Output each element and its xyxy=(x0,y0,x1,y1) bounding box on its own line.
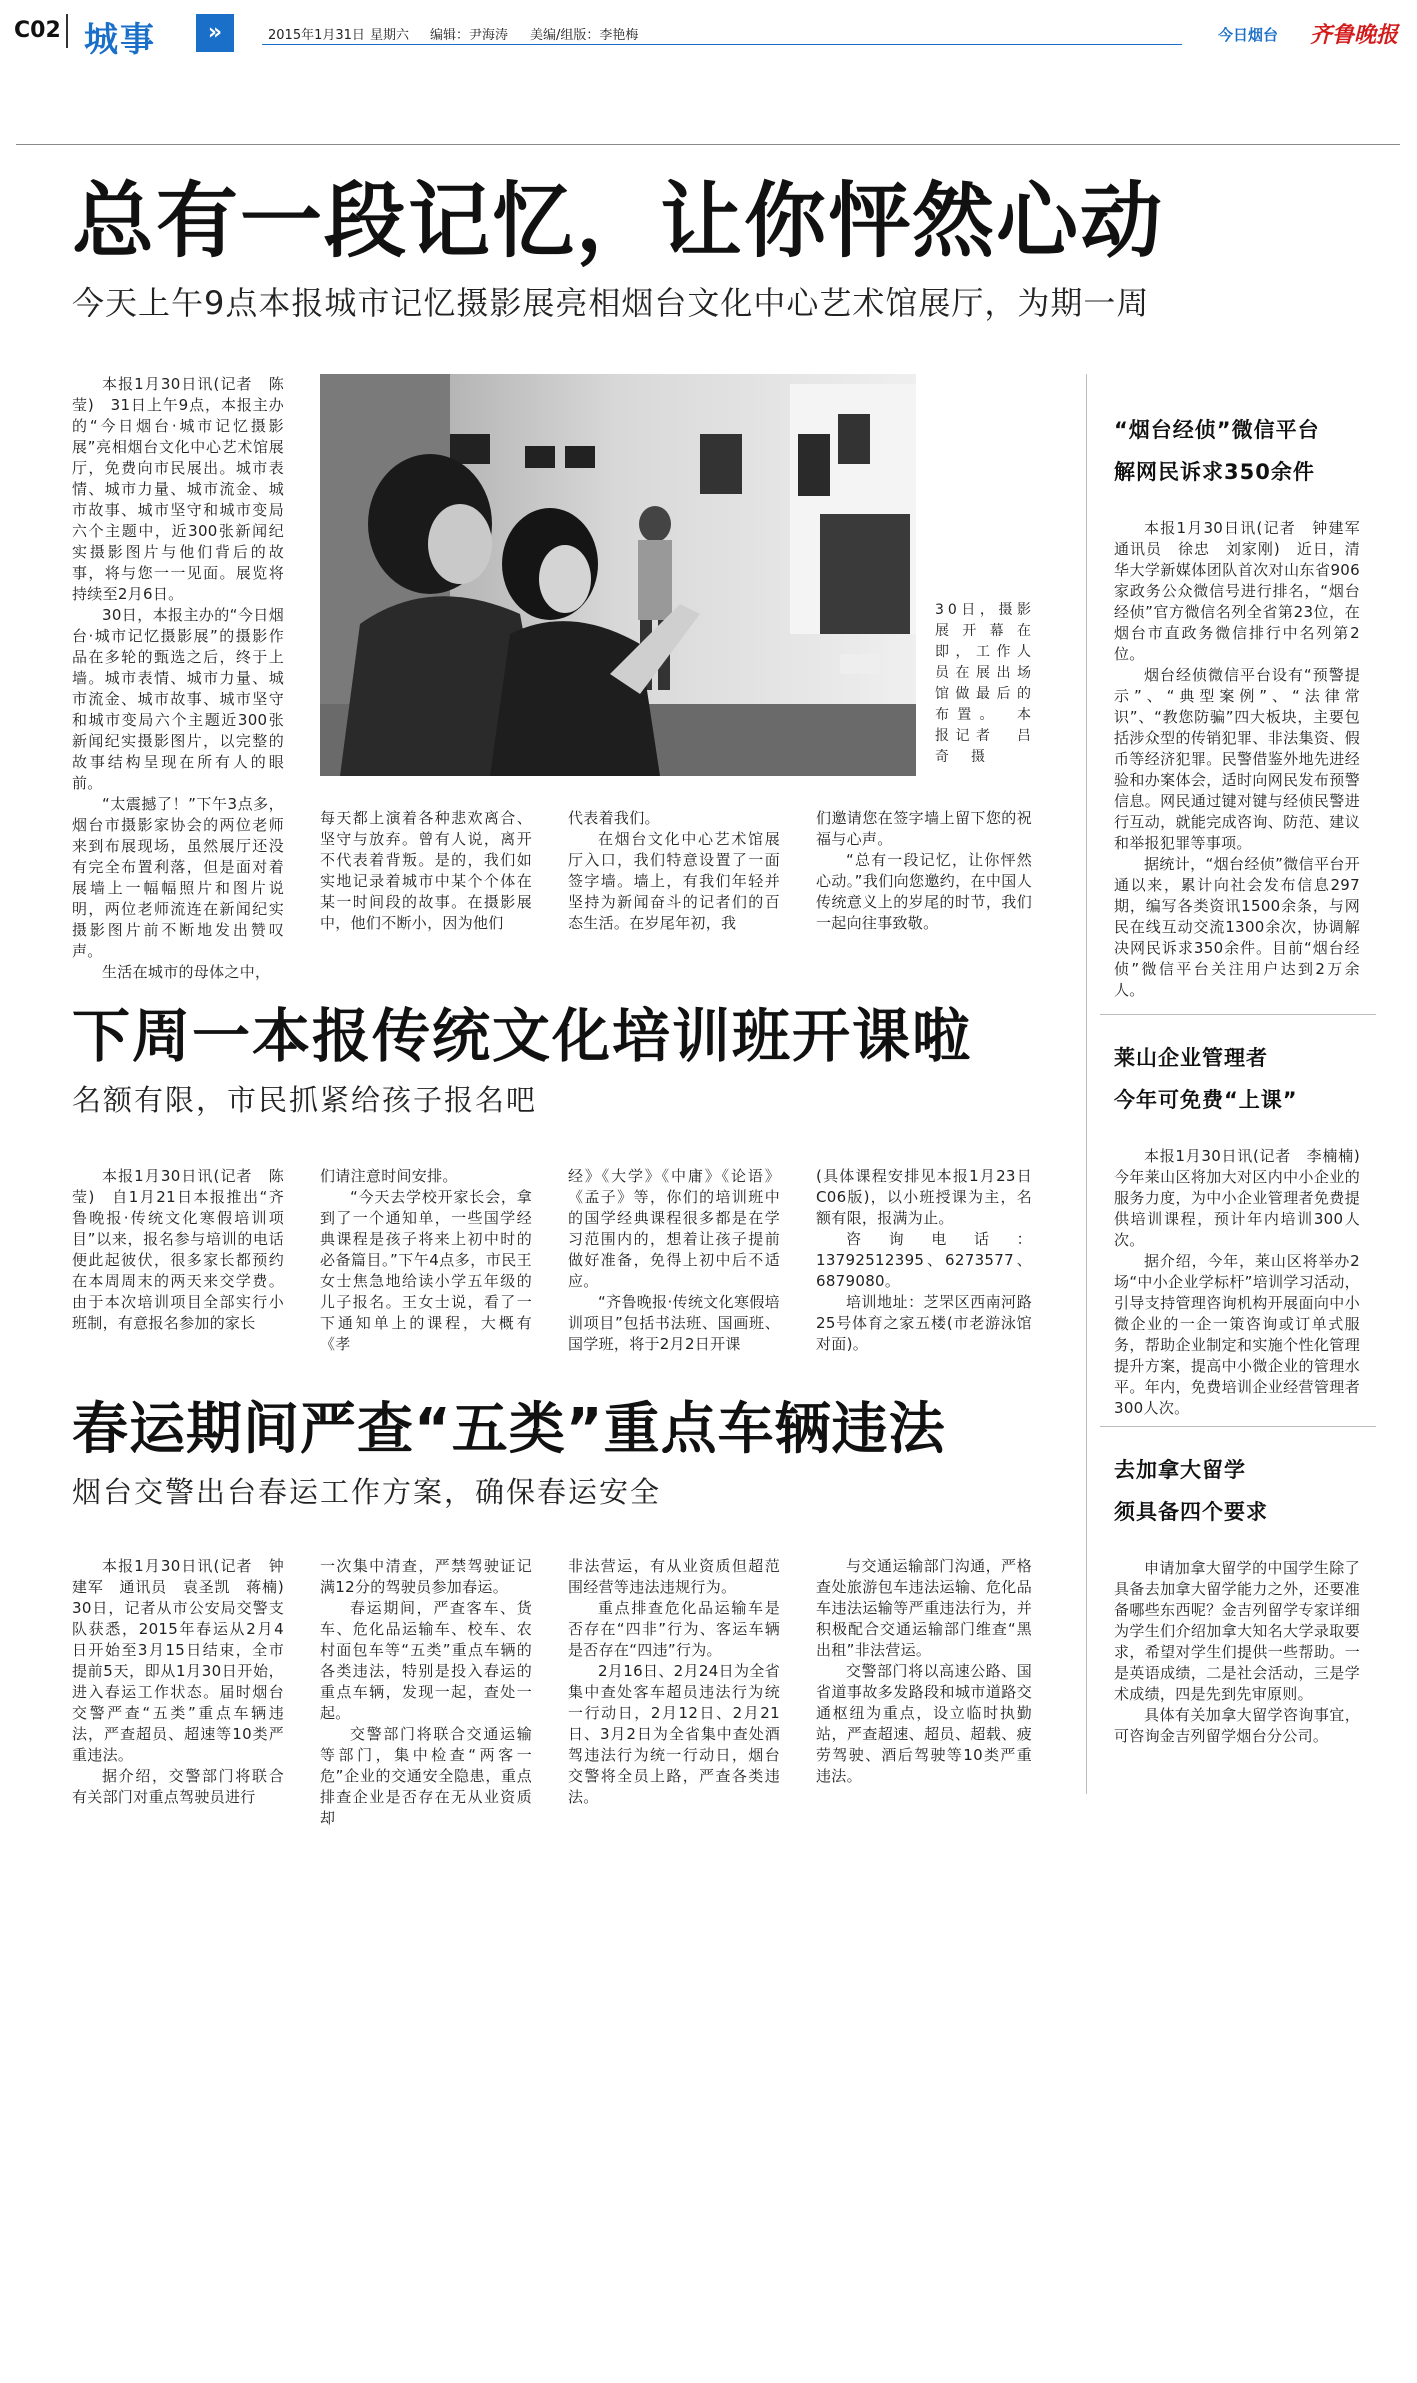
story3-column-4 xyxy=(816,1556,1032,1792)
story3-headline: 春运期间严查“五类”重点车辆违法 xyxy=(72,1397,946,1462)
story2-column-4 xyxy=(816,1166,1032,1353)
story1-column-3 xyxy=(568,808,780,952)
paragraph: 据介绍，交警部门将联合有关部门对重点驾驶员进行 xyxy=(72,1767,284,1806)
paragraph: (具体课程安排见本报1月23日C06版)，以小班授课为主，名额有限，报满为止。 xyxy=(816,1167,1032,1227)
side3-title-line1: 去加拿大留学 xyxy=(1114,1458,1246,1482)
paragraph: 烟台经侦微信平台设有“预警提示”、“典型案例”、“法律常识”、“教您防骗”四大板块，主要包括涉众型的传销犯罪、非法集资、假币等经济犯罪。民警借鉴外地先进经验和办案体会，适时向网民发布预警信息。网民通过键对键与经侦民警进行互动，就能完成咨询、防范、建议和举报犯罪等事项。 xyxy=(1114,666,1360,852)
paragraph: “太震撼了！”下午3点多，烟台市摄影家协会的两位老师来到布展现场，虽然展厅还没有完全布置利落，但是面对着展墙上一幅幅照片和图片说明，两位老师流连在新闻纪实摄影图片前不断地发出赞叹声。 xyxy=(72,795,284,960)
story2-subhead: 名额有限，市民抓紧给孩子报名吧 xyxy=(72,1083,538,1117)
paragraph: 每天都上演着各种悲欢离合、坚守与放弃。曾有人说，离开不代表着背叛。是的，我们如实地记录着城市中某个个体在某一时间段的故事。在摄影展中，他们不断小，因为他们 xyxy=(320,809,532,932)
side3-title-line2: 须具备四个要求 xyxy=(1114,1500,1268,1524)
paragraph: 培训地址：芝罘区西南河路25号体育之家五楼(市老游泳馆对面)。 xyxy=(816,1293,1032,1353)
paragraph: 据介绍，今年，莱山区将举办2场“中小企业学标杆”培训学习活动，引导支持管理咨询机构开展面向中小微企业的一企一策咨询或订单式服务，帮助企业制定和实施个性化管理提升方案，提高中小微企业的管理水平。年内，免费培训企业经营管理者300人次。 xyxy=(1114,1252,1360,1417)
story1-subhead: 今天上午9点本报城市记忆摄影展亮相烟台文化中心艺术馆展厅，为期一周 xyxy=(72,284,1150,322)
paragraph: 们请注意时间安排。 xyxy=(320,1167,458,1185)
paragraph: 具体有关加拿大留学咨询事宜，可咨询金吉列留学烟台分公司。 xyxy=(1114,1706,1360,1745)
photo-caption: 30日，摄影展开幕在即，工作人员在展出场馆做最后的布置。 本报记者 吕奇 摄 xyxy=(935,602,1035,765)
paragraph: 申请加拿大留学的中国学生除了具备去加拿大留学能力之外，还要准备哪些东西呢？金吉列留学专家详细为学生们介绍加拿大知名大学录取要求，希望对学生们提供一些帮助。一是英语成绩，二是社会活动，三是学术成绩，四是先到先审原则。 xyxy=(1114,1559,1360,1703)
newspaper-logo: 齐鲁晚报 xyxy=(1310,22,1399,48)
paragraph: 本报1月30日讯(记者 钟建军 通讯员 袁圣凯 蒋楠) 30日，记者从市公安局交警支队获悉，2015年春运从2月4日开始至3月15日结束，全市提前5天，即从1月30日开始，进入春运工作状态。届时烟台交警严查“五类”重点车辆违法，严查超员、超速等10类严重违法。 xyxy=(72,1557,300,1764)
masthead-weekday: 星期六 xyxy=(370,28,410,43)
paragraph: 据统计，“烟台经侦”微信平台开通以来，累计向社会发布信息297期，编写各类资讯1500余条，与网民在线互动交流1300余次，协调解决网民诉求350余件。目前“烟台经侦”微信平台关注用户达到2万余人。 xyxy=(1114,855,1360,999)
paragraph: 代表着我们。 xyxy=(568,809,660,827)
side2-title-line1: 莱山企业管理者 xyxy=(1114,1046,1268,1070)
paragraph: 们邀请您在签字墙上留下您的祝福与心声。 xyxy=(816,809,1032,848)
paragraph: 本报1月30日讯(记者 钟建军 通讯员 徐忠 刘家刚) 近日，清华大学新媒体团队首次对山东省906家政务公众微信号进行排名，“烟台经侦”官方微信名列全省第23位，在烟台市直政务微信排行中名列第2位。 xyxy=(1114,519,1376,663)
side3-body xyxy=(1114,1558,1360,1798)
masthead-editor: 编辑：尹海涛 xyxy=(430,28,509,43)
story1-column-1 xyxy=(72,374,284,981)
story3-column-2 xyxy=(320,1556,532,1827)
story3-subhead: 烟台交警出台春运工作方案，确保春运安全 xyxy=(72,1475,662,1509)
side1-title-line1: “烟台经侦”微信平台 xyxy=(1114,418,1320,442)
masthead-line xyxy=(262,44,1182,45)
side1-body xyxy=(1114,518,1376,1000)
story2-column-1 xyxy=(72,1166,284,1336)
photo-illustration xyxy=(320,374,916,776)
sidebar-divider xyxy=(1086,374,1087,1794)
paragraph: 生活在城市的母体之中， xyxy=(102,963,271,981)
paragraph: “今天去学校开家长会，拿到了一个通知单，一些国学经典课程是孩子将来上初中时的必备篇目。”下午4点多，市民王女士焦急地给读小学五年级的儿子报名。王女士说，看了一下通知单上的课程，大概有《孝 xyxy=(320,1188,532,1353)
side2-title-line2: 今年可免费“上课” xyxy=(1114,1088,1298,1112)
paragraph: 30日，本报主办的“今日烟台·城市记忆摄影展”的摄影作品在多轮的甄选之后，终于上墙。城市表情、城市力量、城市流金、城市故事、城市坚守和城市变局六个主题近300张新闻纪实摄影图片，以完整的故事结构呈现在所有人的眼前。 xyxy=(72,606,284,792)
section-arrow-icon: » xyxy=(196,14,234,52)
paragraph: 本报1月30日讯(记者 陈莹) 31日上午9点，本报主办的“今日烟台·城市记忆摄影展”亮相烟台文化中心艺术馆展厅，免费向市民展出。城市表情、城市力量、城市流金、城市故事、城市坚守和城市变局六个主题中，近300张新闻纪实摄影图片与他们背后的故事，将与您一一见面。展览将持续至2月6日。 xyxy=(72,375,284,603)
story3-column-3 xyxy=(568,1556,780,1806)
paragraph: 2月16日、2月24日为全省集中查处客车超员违法行为统一行动日，2月12日、2月21日、3月2日为全省集中查处酒驾违法行为统一行动日，烟台交警将全员上路，严查各类违法。 xyxy=(568,1662,780,1806)
paragraph: 一次集中清查，严禁驾驶证记满12分的驾驶员参加春运。 xyxy=(320,1557,532,1596)
masthead-date: 2015年1月31日 xyxy=(268,28,365,43)
side-rule-1 xyxy=(1100,1014,1376,1015)
paragraph: “齐鲁晚报·传统文化寒假培训项目”包括书法班、国画班、国学班，将于2月2日开课 xyxy=(568,1293,780,1353)
story2-column-2 xyxy=(320,1166,532,1353)
paragraph: 咨询电话：13792512395、6273577、6879080。 xyxy=(816,1230,1032,1290)
paragraph: 与交通运输部门沟通，严格查处旅游包车违法运输、危化品车违法运输等严重违法行为，并积极配合交通运输部门维查“黑出租”非法营运。 xyxy=(816,1557,1032,1659)
masthead-divider xyxy=(66,14,68,48)
paragraph: “总有一段记忆，让你怦然心动。”我们向您邀约，在中国人传统意义上的岁尾的时节，我们一起向往事致敬。 xyxy=(816,851,1032,932)
side1-title-line2: 解网民诉求350余件 xyxy=(1114,460,1315,484)
story1-column-2 xyxy=(320,808,532,952)
masthead-designer: 美编/组版：李艳梅 xyxy=(530,28,639,43)
story2-column-3 xyxy=(568,1166,780,1353)
edition-name: 今日烟台 xyxy=(1218,26,1279,44)
paragraph: 非法营运，有从业资质但超范围经营等违法违规行为。 xyxy=(568,1557,780,1596)
side2-body xyxy=(1114,1146,1376,1418)
top-rule xyxy=(16,144,1400,145)
paragraph: 春运期间，严查客车、货车、危化品运输车、校车、农村面包车等“五类”重点车辆的各类违法，特别是投入春运的重点车辆，发现一起，查处一起。 xyxy=(320,1599,532,1722)
page-number: C02 xyxy=(14,18,61,43)
section-name: 城事 xyxy=(84,20,156,60)
story3-column-1 xyxy=(72,1556,300,1806)
story1-column-4 xyxy=(816,808,1032,952)
story2-headline: 下周一本报传统文化培训班开课啦 xyxy=(72,1002,973,1070)
paragraph: 交警部门将以高速公路、国省道事故多发路段和城市道路交通枢纽为重点，设立临时执勤站，严查超速、超员、超载、疲劳驾驶、酒后驾驶等10类严重违法。 xyxy=(816,1662,1032,1785)
paragraph: 重点排查危化品运输车是否存在“四非”行为、客运车辆是否存在“四违”行为。 xyxy=(568,1599,780,1659)
paragraph: 本报1月30日讯(记者 李楠楠) 今年莱山区将加大对区内中小企业的服务力度，为中小企业管理者免费提供培训课程，预计年内培训300人次。 xyxy=(1114,1147,1376,1249)
story1-headline: 总有一段记忆，让你怦然心动 xyxy=(72,174,1165,269)
paragraph: 本报1月30日讯(记者 陈莹) 自1月21日本报推出“齐鲁晚报·传统文化寒假培训项目”以来，报名参与培训的电话便此起彼伏，很多家长都预约在本周周末的两天来交学费。由于本次培训项目全部实行小班制，有意报名参加的家长 xyxy=(72,1167,284,1332)
exhibition-photo xyxy=(320,374,916,776)
masthead xyxy=(0,0,1417,70)
paragraph: 在烟台文化中心艺术馆展厅入口，我们特意设置了一面签字墙。墙上，有我们年轻并坚持为新闻奋斗的记者们的百态生活。在岁尾年初，我 xyxy=(568,830,780,932)
paragraph: 经》《大学》《中庸》《论语》《孟子》等，你们的培训班中的国学经典课程很多都是在学习范围内的，想着让孩子提前做好准备，免得上初中后不适应。 xyxy=(568,1167,780,1290)
side-rule-2 xyxy=(1100,1426,1376,1427)
paragraph: 交警部门将联合交通运输等部门，集中检查“两客一危”企业的交通安全隐患，重点排查企业是否存在无从业资质却 xyxy=(320,1725,532,1827)
